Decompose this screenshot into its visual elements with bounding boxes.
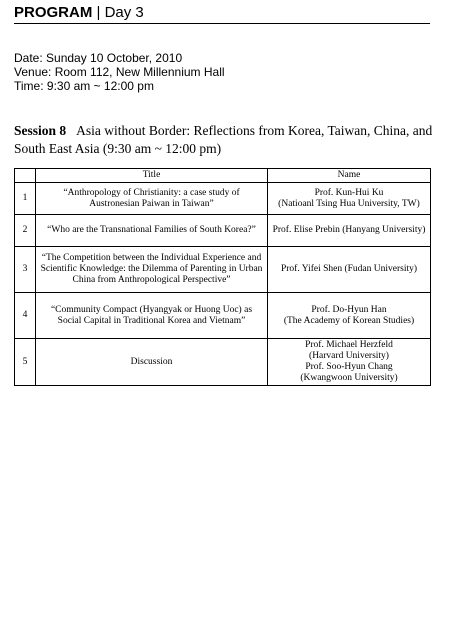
- session-heading: [14, 122, 434, 158]
- table-row: [15, 247, 431, 293]
- name-line: (The Academy of Korean Studies): [283, 315, 415, 326]
- name-line: (Kwangwoon University): [300, 373, 398, 383]
- event-time: Time: 9:30 am ~ 12:00 pm: [14, 79, 154, 93]
- header-title: Title: [36, 169, 268, 183]
- event-date: Date: Sunday 10 October, 2010: [14, 51, 183, 65]
- row-name: [268, 339, 431, 386]
- name-line: Prof. Do-Hyun Han: [311, 304, 387, 315]
- table-row: [15, 215, 431, 247]
- name-line: (Natioanl Tsing Hua University, TW): [278, 198, 420, 209]
- table-row: [15, 293, 431, 339]
- table-header-row: [15, 169, 431, 183]
- row-number: 4: [15, 293, 36, 339]
- name-line: Prof. Yifei Shen (Fudan University): [280, 264, 418, 274]
- name-line: (Harvard University): [309, 351, 389, 361]
- row-title: Discussion: [36, 339, 268, 386]
- row-title: “Community Compact (Hyangyak or Huong Uoc) as Social Capital in Traditional Korea and Vietnam”: [36, 293, 268, 339]
- row-name: [268, 215, 431, 247]
- session-title: Asia without Border: Reflections from Korea, Taiwan, China, and South East Asia (9:30 am ~ 12:00 pm): [14, 123, 433, 156]
- session-label: Session 8: [14, 123, 67, 138]
- name-line: Prof. Soo-Hyun Chang: [305, 362, 393, 372]
- header-day: Day 3: [104, 4, 144, 21]
- table-body: [15, 183, 431, 386]
- header-number: [15, 169, 36, 183]
- table-row: [15, 183, 431, 215]
- event-venue: Venue: Room 112, New Millennium Hall: [14, 65, 225, 79]
- row-name: [268, 293, 431, 339]
- event-info: [14, 51, 225, 93]
- program-table: [14, 168, 431, 386]
- table-row: [15, 339, 431, 386]
- row-number: 2: [15, 215, 36, 247]
- row-title: “Who are the Transnational Families of South Korea?”: [36, 215, 268, 247]
- row-title: “The Competition between the Individual Experience and Scientific Knowledge: the Dilemma of Parenting in Urban China from Anthropological Perspective”: [36, 247, 268, 293]
- name-line: Prof. Elise Prebin (Hanyang University): [272, 225, 426, 235]
- name-line: Prof. Michael Herzfeld: [305, 340, 393, 350]
- name-line: Prof. Kun-Hui Ku: [314, 187, 384, 198]
- row-number: 3: [15, 247, 36, 293]
- header-name: Name: [268, 169, 431, 183]
- row-title: “Anthropology of Christianity: a case study of Austronesian Paiwan in Taiwan”: [36, 183, 268, 215]
- header-separator: |: [92, 4, 105, 21]
- header-title: PROGRAM: [14, 4, 93, 21]
- row-number: 5: [15, 339, 36, 386]
- page-header: [14, 4, 430, 24]
- row-number: 1: [15, 183, 36, 215]
- row-name: [268, 247, 431, 293]
- row-name: [268, 183, 431, 215]
